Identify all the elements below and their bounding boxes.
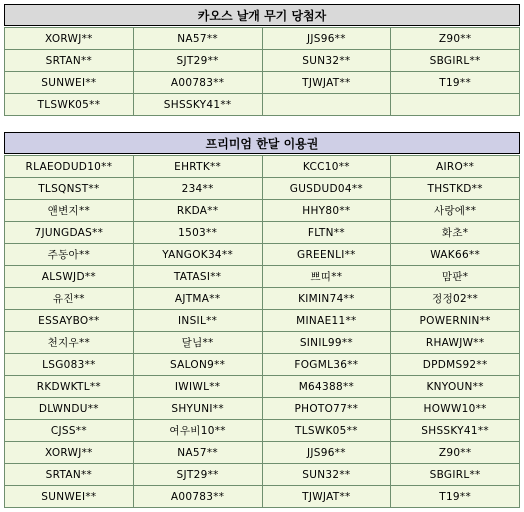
table-cell: TLSWK05** bbox=[5, 94, 134, 116]
table-cell: RKDA** bbox=[133, 200, 262, 222]
winners-title: 카오스 날개 무기 당첨자 bbox=[4, 4, 520, 26]
table-cell: 사랑에** bbox=[391, 200, 520, 222]
table-cell: 주동아** bbox=[5, 244, 134, 266]
table-cell: Z90** bbox=[391, 442, 520, 464]
table-cell: Z90** bbox=[391, 28, 520, 50]
table-row bbox=[5, 486, 520, 508]
table-cell: 유진** bbox=[5, 288, 134, 310]
table-cell: 정정02** bbox=[391, 288, 520, 310]
table-cell: SUNWEI** bbox=[5, 486, 134, 508]
table-cell: SHSSKY41** bbox=[391, 420, 520, 442]
table-cell bbox=[391, 94, 520, 116]
table-cell: ESSAYBO** bbox=[5, 310, 134, 332]
table-row bbox=[5, 244, 520, 266]
table-cell: TLSWK05** bbox=[262, 420, 391, 442]
table-row bbox=[5, 398, 520, 420]
table-row bbox=[5, 442, 520, 464]
table-cell: 맘판* bbox=[391, 266, 520, 288]
table-cell: TJWJAT** bbox=[262, 486, 391, 508]
table-cell: SHSSKY41** bbox=[133, 94, 262, 116]
table-row bbox=[5, 310, 520, 332]
table-cell: 234** bbox=[133, 178, 262, 200]
table-cell: INSIL** bbox=[133, 310, 262, 332]
table-row bbox=[5, 200, 520, 222]
table-cell: AJTMA** bbox=[133, 288, 262, 310]
table-cell: EHRTK** bbox=[133, 156, 262, 178]
table-cell: NA57** bbox=[133, 28, 262, 50]
table-cell: RLAEODUD10** bbox=[5, 156, 134, 178]
table-row bbox=[5, 266, 520, 288]
table-row bbox=[5, 464, 520, 486]
table-cell: MINAE11** bbox=[262, 310, 391, 332]
table-cell: WAK66** bbox=[391, 244, 520, 266]
table-cell: DPDMS92** bbox=[391, 354, 520, 376]
table-cell: 7JUNGDAS** bbox=[5, 222, 134, 244]
winners-section bbox=[4, 4, 520, 116]
table-cell: ALSWJD** bbox=[5, 266, 134, 288]
table-cell: THSTKD** bbox=[391, 178, 520, 200]
premium-table bbox=[4, 155, 520, 508]
table-cell: RKDWKTL** bbox=[5, 376, 134, 398]
table-cell: A00783** bbox=[133, 486, 262, 508]
table-cell: SHYUNI** bbox=[133, 398, 262, 420]
table-cell: HOWW10** bbox=[391, 398, 520, 420]
table-cell bbox=[262, 94, 391, 116]
table-cell: KIMIN74** bbox=[262, 288, 391, 310]
table-cell: XORWJ** bbox=[5, 442, 134, 464]
premium-title: 프리미엄 한달 이용권 bbox=[4, 132, 520, 154]
table-cell: SALON9** bbox=[133, 354, 262, 376]
table-cell: AIRO** bbox=[391, 156, 520, 178]
table-cell: KNYOUN** bbox=[391, 376, 520, 398]
table-cell: CJSS** bbox=[5, 420, 134, 442]
table-cell: SRTAN** bbox=[5, 464, 134, 486]
table-row bbox=[5, 72, 520, 94]
table-cell: FOGML36** bbox=[262, 354, 391, 376]
table-cell: HHY80** bbox=[262, 200, 391, 222]
table-cell: GUSDUD04** bbox=[262, 178, 391, 200]
table-cell: XORWJ** bbox=[5, 28, 134, 50]
table-row bbox=[5, 178, 520, 200]
table-cell: TATASI** bbox=[133, 266, 262, 288]
table-cell: SUN32** bbox=[262, 50, 391, 72]
table-cell: TJWJAT** bbox=[262, 72, 391, 94]
table-cell: JJS96** bbox=[262, 442, 391, 464]
table-cell: SJT29** bbox=[133, 464, 262, 486]
table-row bbox=[5, 222, 520, 244]
table-cell: 1503** bbox=[133, 222, 262, 244]
table-cell: M64388** bbox=[262, 376, 391, 398]
table-row bbox=[5, 156, 520, 178]
table-cell: KCC10** bbox=[262, 156, 391, 178]
table-row bbox=[5, 28, 520, 50]
table-cell: IWIWL** bbox=[133, 376, 262, 398]
table-cell: 천지우** bbox=[5, 332, 134, 354]
table-cell: FLTN** bbox=[262, 222, 391, 244]
table-cell: SINIL99** bbox=[262, 332, 391, 354]
table-row bbox=[5, 376, 520, 398]
table-cell: PHOTO77** bbox=[262, 398, 391, 420]
table-cell: T19** bbox=[391, 486, 520, 508]
table-cell: SUNWEI** bbox=[5, 72, 134, 94]
premium-section bbox=[4, 132, 520, 508]
table-cell: LSG083** bbox=[5, 354, 134, 376]
table-cell: SBGIRL** bbox=[391, 464, 520, 486]
table-cell: NA57** bbox=[133, 442, 262, 464]
table-cell: SJT29** bbox=[133, 50, 262, 72]
table-row bbox=[5, 288, 520, 310]
table-cell: GREENLI** bbox=[262, 244, 391, 266]
table-cell: SUN32** bbox=[262, 464, 391, 486]
table-row bbox=[5, 332, 520, 354]
table-cell: 쁘띠** bbox=[262, 266, 391, 288]
table-cell: TLSQNST** bbox=[5, 178, 134, 200]
table-cell: DLWNDU** bbox=[5, 398, 134, 420]
table-cell: YANGOK34** bbox=[133, 244, 262, 266]
table-cell: T19** bbox=[391, 72, 520, 94]
table-cell: 달님** bbox=[133, 332, 262, 354]
table-cell: POWERNIN** bbox=[391, 310, 520, 332]
winners-table bbox=[4, 27, 520, 116]
table-cell: SBGIRL** bbox=[391, 50, 520, 72]
table-cell: 여우비10** bbox=[133, 420, 262, 442]
table-cell: 앤변지** bbox=[5, 200, 134, 222]
table-row bbox=[5, 50, 520, 72]
table-row bbox=[5, 354, 520, 376]
table-row bbox=[5, 420, 520, 442]
table-cell: 화초* bbox=[391, 222, 520, 244]
table-cell: A00783** bbox=[133, 72, 262, 94]
table-row bbox=[5, 94, 520, 116]
table-cell: RHAWJW** bbox=[391, 332, 520, 354]
table-cell: JJS96** bbox=[262, 28, 391, 50]
table-cell: SRTAN** bbox=[5, 50, 134, 72]
